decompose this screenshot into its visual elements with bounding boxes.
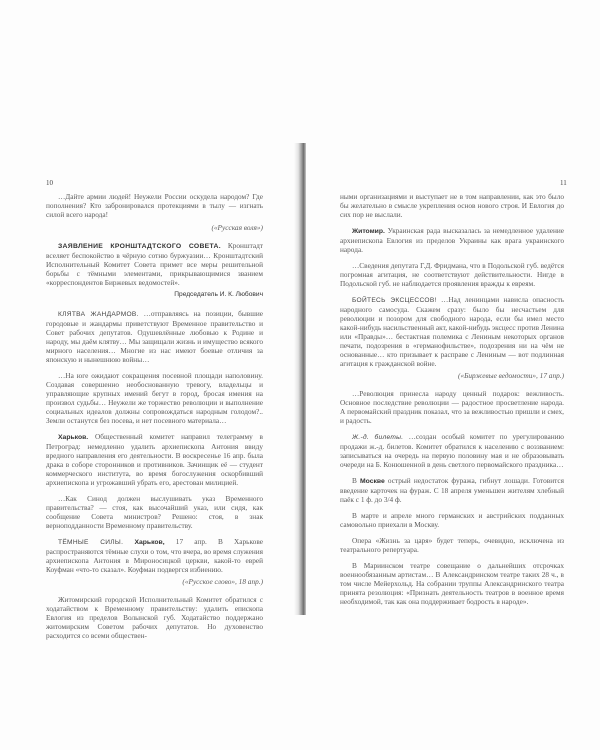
page-number-right: 11 bbox=[560, 179, 567, 187]
place-name: Харьков, bbox=[123, 539, 165, 546]
paragraph bbox=[340, 389, 564, 425]
paragraph bbox=[46, 309, 263, 364]
paragraph bbox=[46, 241, 263, 287]
heading: КЛЯТВА ЖАНДАРМОВ. bbox=[58, 311, 139, 318]
heading: Ж.-д. билеты. bbox=[352, 434, 404, 441]
paragraph-text: …Над ленинцами нависла опасность народного самосуда. Скажем сразу: было бы несчастьем для революции и позором для свободного народа, если бы имел место какой-нибудь насильственный акт, какой-нибудь эксцесс против Ленина или «Правды»… бестактная полемика с Лениным некоторых органов печати, подозрения в «германофильстве», подозрения ни на чём не основанные… кто призывает к расправе с Лениным — вот подлинная агитация к гражданской войне. bbox=[340, 295, 564, 368]
paragraph bbox=[340, 476, 564, 504]
paragraph bbox=[340, 561, 564, 606]
paragraph-text: …создан особый комитет по урегулированию продажи ж.-д. билетов. Комитет обратился к населению с воззванием: записываться на очередь на первую половину мая и не образовывать очереди на Б. Конюшенной в день светлого первомайского праздника… bbox=[340, 432, 564, 469]
source-citation: («Русское слово», 18 апр.) bbox=[182, 577, 263, 586]
signature: Председатель И. К. Любович bbox=[174, 291, 263, 298]
paragraph bbox=[340, 192, 564, 219]
paragraph-text: Украинская рада высказалась за немедленное удаление архиепископа Евлогия из пределов Украины как врага украинского народа. bbox=[340, 226, 564, 254]
source-citation: («Русская воля») bbox=[211, 223, 263, 232]
paragraph-text: …Сведения депутата Г.Д. Фридмана, что в Подольской губ. ведётся погромная агитация, не соответствуют действительности. Нигде в Подольской губ. не наблюдается проявления вражды к евреям. bbox=[340, 261, 564, 288]
heading: БОЙТЕСЬ ЭКСЦЕССОВ! bbox=[352, 297, 437, 304]
paragraph bbox=[340, 226, 564, 254]
place-name: Москве bbox=[360, 478, 385, 485]
paragraph-text: Кронштадт вселяет беспокойство в чёрную сотню буржуазии… Кронштадтский Исполнительный Комитет Совета примет все меры решительной борьбы с тёмными элементами, прикрывающимися званием «корреспондентов Биржевых ведомостей». bbox=[46, 241, 263, 287]
paragraph bbox=[340, 432, 564, 469]
paragraph bbox=[340, 511, 564, 529]
paragraph-text: Житомирский городской Исполнительный Комитет обратился с ходатайством к Временному правительству: удалить епископа Евлогия из пределов Волынской губ. Ходатайство поддержано житомирским Советом рабочих депутатов. Но духовенство расходится со всеми обществен- bbox=[46, 595, 263, 640]
paragraph bbox=[340, 261, 564, 288]
page-number-left: 10 bbox=[46, 179, 53, 187]
paragraph bbox=[340, 536, 564, 554]
paragraph bbox=[46, 595, 263, 640]
paragraph bbox=[46, 192, 263, 219]
paragraph-text: …отправляясь на позиции, бывшие городовые и жандармы приветствуют Временное правительство и Совет рабочих депутатов. Одушевлённые любовью к Родине и народу, мы даём клятву… Мы защищали жизнь и имущество всякого мирного населения… Многие из нас имеют боевые отличия за японскую и нынешнюю войны… bbox=[46, 309, 263, 364]
paragraph-text: ными организациями и выступает не в том направлении, как это было бы желательно в смысле укрепления основ нового строя. И Евлогия до сих пор не выслали. bbox=[340, 192, 564, 219]
heading: ТЁМНЫЕ СИЛЫ. bbox=[58, 539, 124, 546]
paragraph bbox=[46, 371, 263, 425]
source-citation: («Биржевые ведомости», 17 апр.) bbox=[458, 371, 564, 380]
paragraph-text: …Революция принесла народу ценный подарок: вежливость. Основное последствие революции — радостное просветление народа. А первомайский праздник показал, что за вежливостью пришли и смех, и радость. bbox=[340, 389, 564, 425]
paragraph bbox=[46, 494, 263, 530]
paragraph-text: В Мариинском театре совещание о дальнейших отсрочках военнообязанным артистам… В Александринском театре таких 28 ч., в том числе Мейерхольд. На собрании труппы Александринского театра принята резолюция: «Признать деятельность театров в военное время необходимой, так как она поддерживает бодрость в народе». bbox=[340, 561, 564, 606]
paragraph-text: …Дайте армии людей! Неужели России оскудела народом? Где пополнения? Кто забронировался протекциями в тылу — изгнать силой всего народа! bbox=[46, 192, 263, 219]
paragraph-text: …На юге ожидают сокращения посевной площади наполовину. Создавая совершенно необоснованную тревогу, владельцы и управляющие крупных имений бегут в город, бросая имения на произвол судьбы… Неужели же торжество революции и выполнение социальных идеалов должны сопровождаться народным голодом?.. Земли останутся без посева, и нет посевного материала… bbox=[46, 371, 263, 425]
paragraph-text: острый недостаток фуража, гибнут лошади. Готовится введение карточек на фураж. С 18 апреля уменьшен жителям хлебный паёк с 1 ф. до 3/4 ф. bbox=[340, 476, 564, 504]
paragraph bbox=[340, 295, 564, 368]
paragraph-text: Опера «Жизнь за царя» будет теперь, очевидно, исключена из театрального репертуара. bbox=[340, 536, 564, 554]
paragraph bbox=[46, 537, 263, 574]
left-page-text bbox=[46, 192, 263, 647]
paragraph-text: 17 апр. В Харькове распространяются тёмные слухи о том, что вчера, во время служения архиепископа Антония в Мироносицкой церкви, какой-то еврей Коуфман «что-то сказал». Коуфман подвергся избиению. bbox=[46, 537, 263, 574]
paragraph-text: В марте и апреле много германских и австрийских подданных самовольно приехали в Москву. bbox=[340, 511, 564, 529]
place-name: Харьков. bbox=[58, 434, 89, 441]
paragraph-text: В bbox=[352, 476, 360, 485]
right-page-text bbox=[340, 192, 564, 613]
heading: ЗАЯВЛЕНИЕ КРОНШТАДТСКОГО СОВЕТА. bbox=[58, 243, 221, 250]
book-spine bbox=[294, 143, 306, 615]
paragraph bbox=[46, 432, 263, 487]
paragraph-text: …Как Синод должен выслушивать указ Временного правительства? — стоя, как высочайший указ, или сидя, как сообщение Совета министров? Решено: стоя, в знак верноподданности Временному правительству. bbox=[46, 494, 263, 530]
place-name: Житомир. bbox=[352, 228, 385, 235]
paragraph-text: Общественный комитет направил телеграмму в Петроград: немедленно удалить архиепископа Антония ввиду вредного направления его деятельности. В воскресенье 16 апр. была драка в соборе сторонников и противников. Зачинщик её — студент коммерческого института, во время богослужения оскорбивший архиепископа и угрожавший убрать его, арестован милицией. bbox=[46, 432, 263, 487]
